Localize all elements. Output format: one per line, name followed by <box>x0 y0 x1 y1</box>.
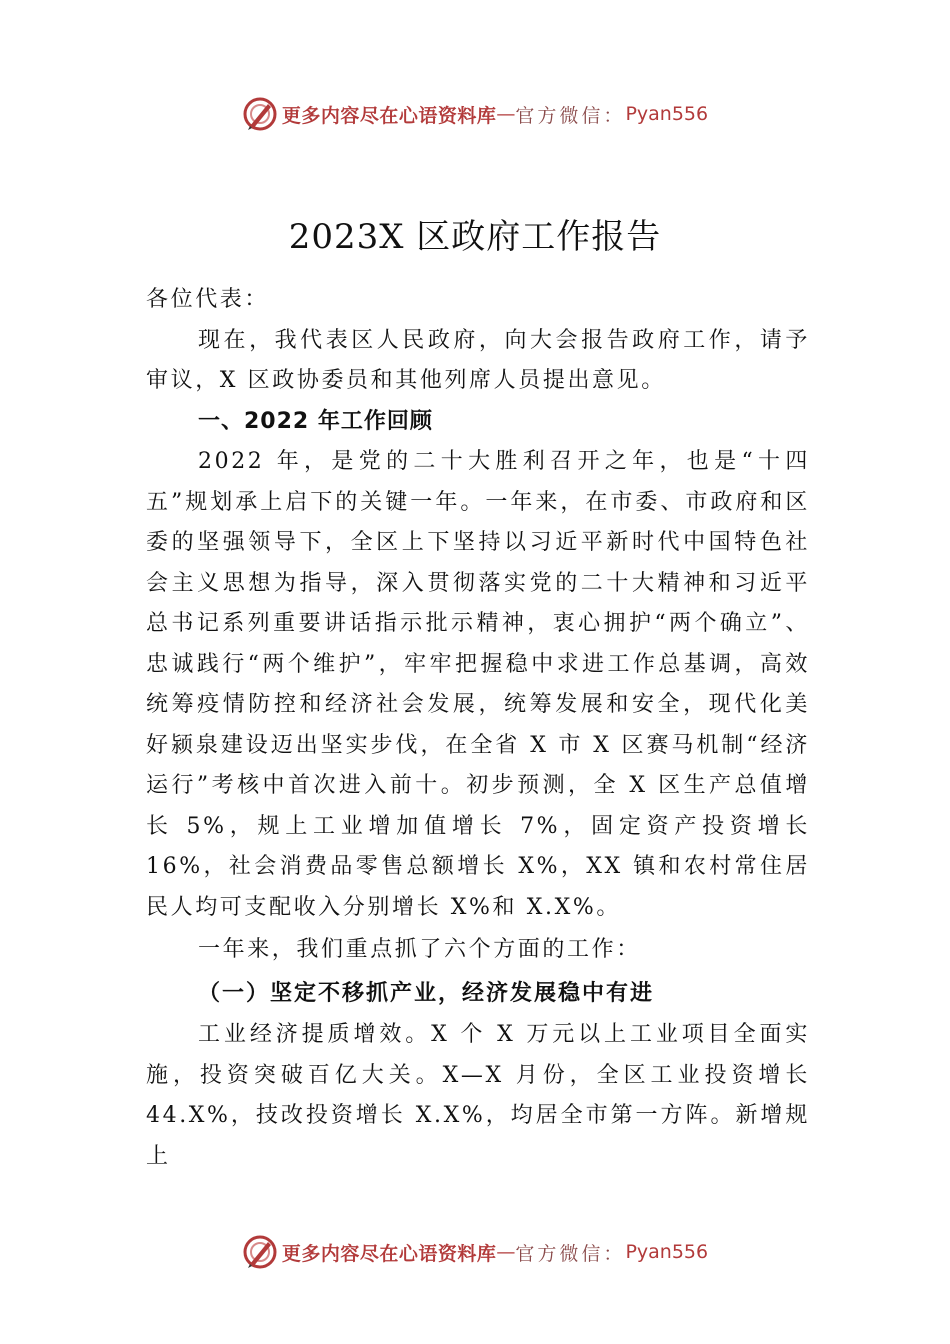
document-body <box>146 280 810 1177</box>
watermark-banner-top <box>0 94 950 134</box>
review-paragraph: 2022 年，是党的二十大胜利召开之年，也是“十四五”规划承上启下的关键一年。一年来，在市委、市政府和区委的坚强领导下，全区上下坚持以习近平新时代中国特色社会主义思想为指导，深入贯彻落实党的二十大精神和习近平总书记系列重要讲话指示批示精神，衷心拥护“两个确立”、忠诚践行“两个维护”，牢牢把握稳中求进工作总基调，高效统筹疫情防控和经济社会发展，统筹发展和安全，现代化美好颍泉建设迈出坚实步伐，在全省 X 市 X 区赛马机制“经济运行”考核中首次进入前十。初步预测，全 X 区生产总值增长 5%，规上工业增加值增长 7%，固定资产投资增长 16%，社会消费品零售总额增长 X%，XX 镇和农村常住居民人均可支配收入分别增长 X%和 X.X%。 <box>146 449 810 920</box>
section-heading-review: 一、2022 年工作回顾 <box>198 408 433 434</box>
watermark-wechat-label: 官方微信： <box>515 1242 626 1265</box>
watermark-separator: — <box>496 1241 516 1263</box>
subsection-heading-industry: （一）坚定不移抓产业，经济发展稳中有进 <box>198 979 655 1006</box>
watermark-brand: 更多内容尽在心语资料库 <box>281 1242 497 1265</box>
watermark-banner-bottom <box>0 1232 950 1272</box>
watermark-brand: 更多内容尽在心语资料库 <box>281 104 497 127</box>
pen-logo-icon <box>242 96 278 132</box>
industry-paragraph: 工业经济提质增效。X 个 X 万元以上工业项目全面实施，投资突破百亿大关。X—X 月份，全区工业投资增长 44.X%，技改投资增长 X.X%，均居全市第一方阵。新增规上 <box>146 1022 810 1169</box>
pen-logo-icon <box>242 1234 278 1270</box>
watermark-handle: Pyan556 <box>625 103 709 125</box>
watermark-separator: — <box>496 103 516 125</box>
watermark-wechat-label: 官方微信： <box>515 104 626 127</box>
six-aspects-paragraph: 一年来，我们重点抓了六个方面的工作： <box>198 937 641 962</box>
watermark-handle: Pyan556 <box>625 1241 709 1263</box>
document-title: 2023X 区政府工作报告 <box>288 216 662 257</box>
salutation: 各位代表： <box>146 287 270 312</box>
intro-paragraph: 现在，我代表区人民政府，向大会报告政府工作，请予审议，X 区政协委员和其他列席人员提出意见。 <box>146 327 810 393</box>
